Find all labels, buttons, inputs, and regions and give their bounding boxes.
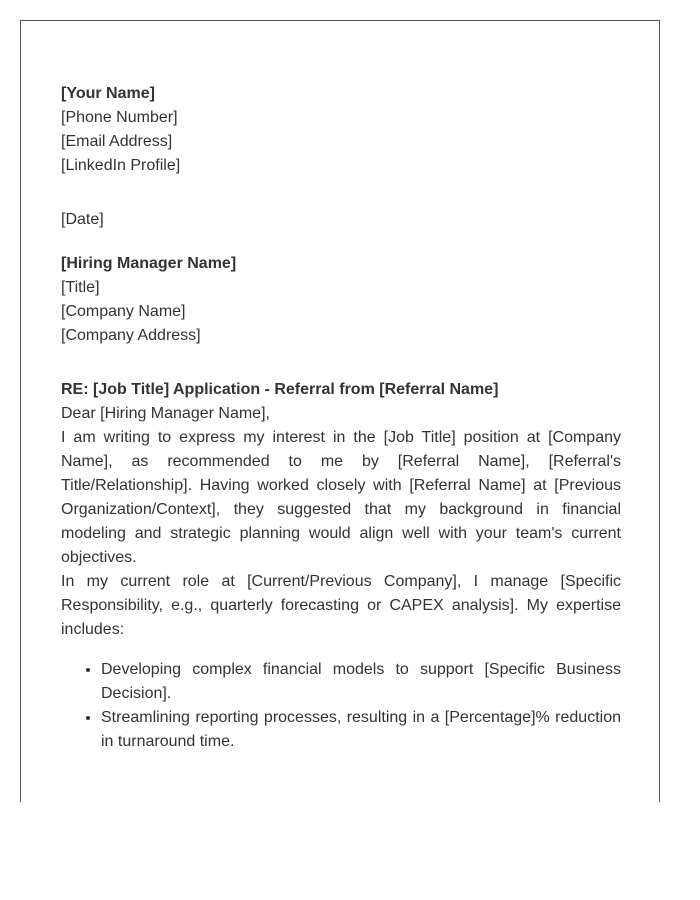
list-item: • Developing complex financial models to support [Specific Business Decision]. [101, 658, 621, 706]
recipient-title: [Title] [61, 279, 100, 296]
expertise-list [61, 658, 621, 754]
letter-page [20, 20, 660, 802]
sender-phone: [Phone Number] [61, 109, 178, 126]
recipient-address: [Company Address] [61, 327, 201, 344]
sender-name: [Your Name] [61, 85, 155, 102]
sender-block [61, 82, 621, 178]
recipient-company: [Company Name] [61, 303, 186, 320]
sender-email: [Email Address] [61, 133, 173, 150]
list-item: • Streamlining reporting processes, resulting in a [Percentage]% reduction in turnaround time. [101, 706, 621, 754]
body-paragraph-1: I am writing to express my interest in the [Job Title] position at [Company Name], as recommended to me by [Referral Name], [Referral's Title/Relationship]. Having worked closely with [Referral Name] at [Previous Organization/Context], they suggested that my background in financial modeling and strategic planning would align well with your team's current objectives. [61, 429, 621, 566]
recipient-name: [Hiring Manager Name] [61, 255, 237, 272]
date-block [61, 208, 621, 232]
letter-content [61, 82, 621, 754]
letter-date: [Date] [61, 211, 104, 228]
recipient-block [61, 252, 621, 348]
salutation: Dear [Hiring Manager Name], [61, 405, 270, 422]
subject-text: RE: [Job Title] Application - Referral from [Referral Name] [61, 381, 499, 398]
subject-line [61, 378, 621, 402]
sender-linkedin: [LinkedIn Profile] [61, 157, 181, 174]
body-paragraph-2: In my current role at [Current/Previous Company], I manage [Specific Responsibility, e.g., quarterly forecasting or CAPEX analysis]. My expertise includes: [61, 573, 621, 638]
